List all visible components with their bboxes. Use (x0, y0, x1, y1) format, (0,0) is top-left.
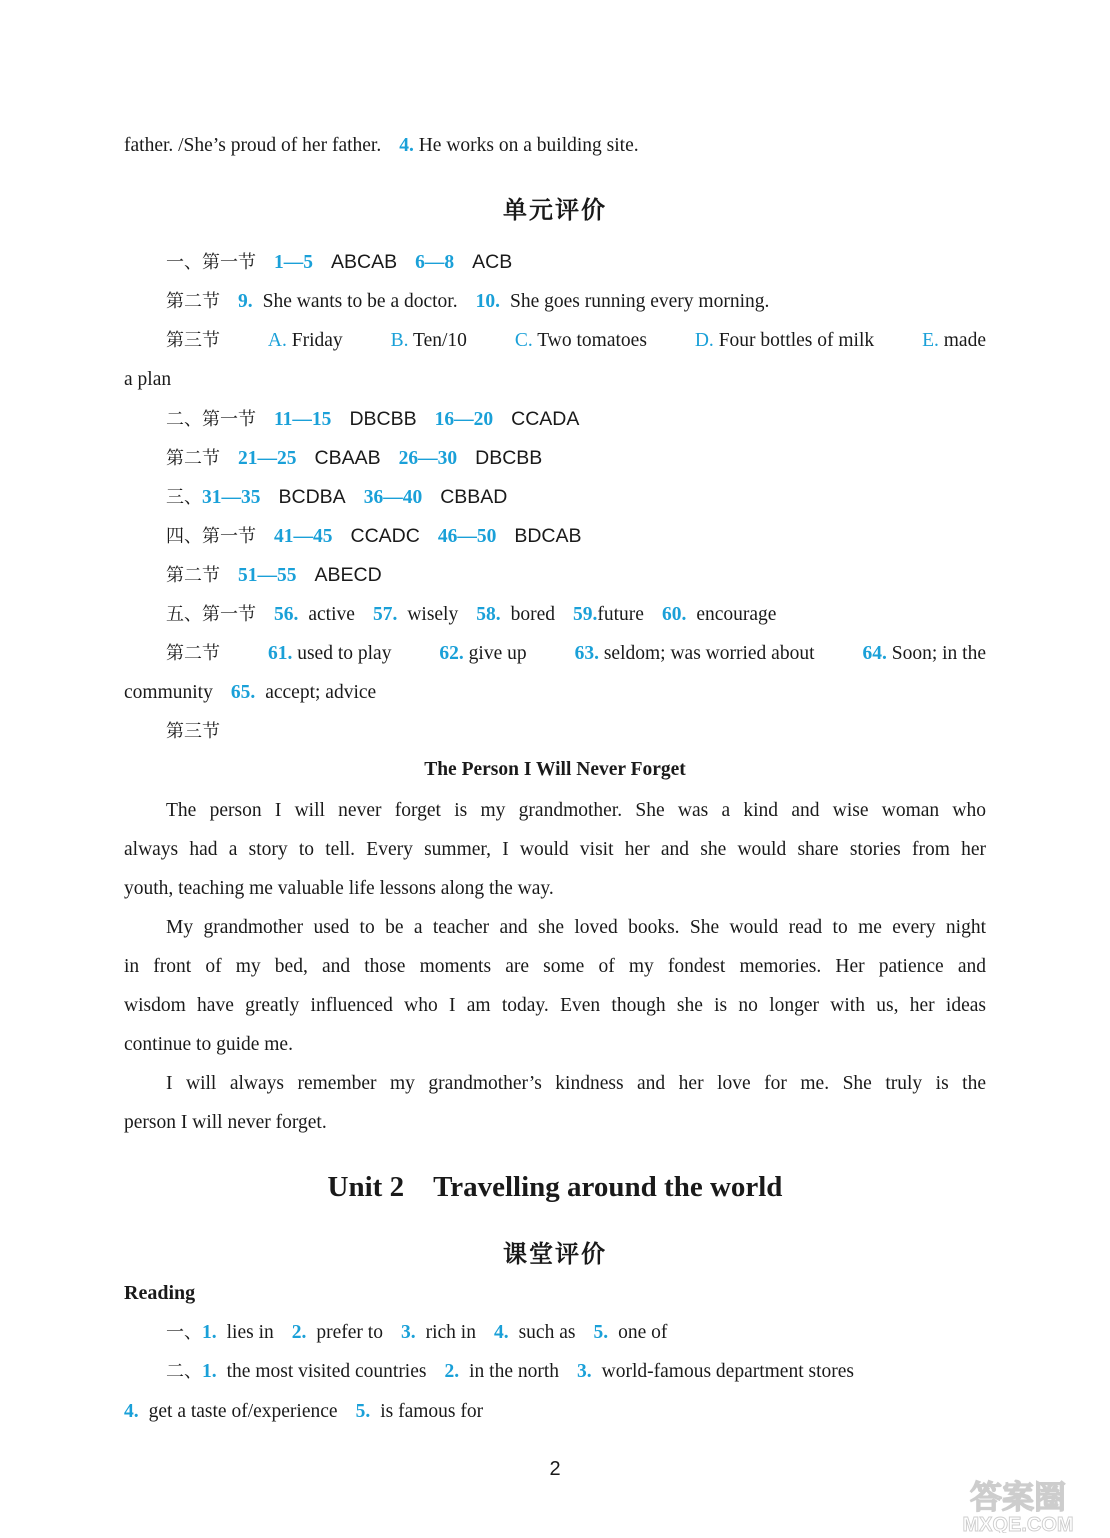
question-number: 4. (399, 135, 414, 156)
answer-line: 一、第一节 1—5 ABCAB 6—8 ACB (166, 251, 513, 273)
unit-title: Unit 2 Travelling around the world (327, 1171, 783, 1203)
answer-line: 二、第一节 11—15 DBCBB 16—20 CCADA (166, 408, 580, 430)
essay-line: continue to guide me. (124, 1034, 293, 1055)
section-heading: 课堂评价 (503, 1240, 607, 1268)
essay-line: The person I will never forget is my grandmother. She was a kind and wise woman who (166, 800, 986, 821)
essay-title: The Person I Will Never Forget (424, 759, 686, 780)
page-number: 2 (549, 1458, 561, 1480)
answer-line: 五、第一节 56. active 57. wisely 58. bored 59.future 60. encourage (166, 604, 777, 625)
watermark-text-top: 答案圈 (969, 1478, 1067, 1516)
answer-line: 三、31—35 BCDBA 36—40 CBBAD (166, 486, 508, 508)
answer-line: 二、1. the most visited countries 2. in the north 3. world-famous department stores (166, 1361, 854, 1382)
watermark-text-bottom: MXQE.COM (962, 1514, 1074, 1533)
answer-line: 四、第一节 41—45 CCADC 46—50 BDCAB (166, 525, 582, 547)
answer-line: 第三节 (166, 721, 220, 742)
section-heading: 单元评价 (503, 196, 607, 224)
answer-line (124, 134, 639, 158)
essay-line: wisdom have greatly influenced who I am today. Even though she is no longer with us, her ideas (124, 995, 986, 1016)
answer-line: 第三节 A. Friday B. Ten/10 C. Two tomatoes D. Four bottles of milk E. made (166, 330, 986, 351)
watermark-graphic (930, 1478, 1105, 1533)
essay-line: always had a story to tell. Every summer, I would visit her and she would share stories from her (124, 839, 986, 860)
answer-line: 第二节 21—25 CBAAB 26—30 DBCBB (166, 447, 543, 469)
answer-line: 第二节 9. She wants to be a doctor. 10. She goes running every morning. (166, 291, 770, 312)
answer-line: 第二节 51—55 ABECD (166, 564, 382, 586)
answer-line: 第二节 61. used to play 62. give up 63. seldom; was worried about 64. Soon; in the (166, 643, 986, 664)
essay-line: I will always remember my grandmother’s kindness and her love for me. She truly is the (166, 1073, 986, 1094)
answer-text: He works on a building site. (418, 135, 639, 156)
answer-line: 一、1. lies in 2. prefer to 3. rich in 4. such as 5. one of (166, 1322, 668, 1343)
answer-line: 4. get a taste of/experience 5. is famous for (124, 1401, 484, 1422)
answer-line: community 65. accept; advice (124, 682, 377, 703)
watermark-logo (930, 1478, 1105, 1533)
essay-line: person I will never forget. (124, 1112, 327, 1133)
subsection-heading: Reading (124, 1282, 196, 1304)
answer-line: a plan (124, 369, 172, 390)
essay-line: in front of my bed, and those moments are some of my fondest memories. Her patience and (124, 956, 986, 977)
answer-text: father. /She’s proud of her father. (124, 135, 382, 156)
essay-line: My grandmother used to be a teacher and she loved books. She would read to me every night (166, 917, 986, 938)
essay-line: youth, teaching me valuable life lessons along the way. (124, 878, 554, 899)
